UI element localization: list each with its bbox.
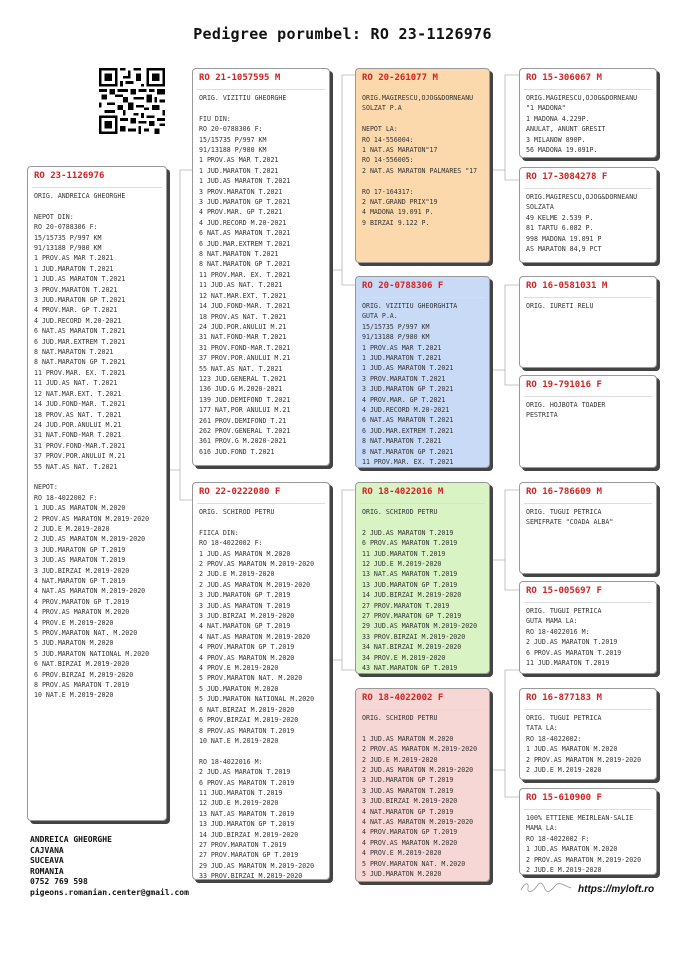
detail-line: GUTA MAMA LA: <box>526 617 578 626</box>
detail-line: TATA LA: <box>526 724 558 733</box>
detail-line: 37 PROV.POR.ANULUI M.21 <box>199 354 291 363</box>
card-details <box>362 93 483 228</box>
detail-line: ORIG. TUGUI PETRICA <box>526 714 602 722</box>
detail-line: 34 PROV.E M.2019-2020 <box>362 653 446 662</box>
detail-line: ORIG.MAGIRESCU,OJOG&DORNEANU <box>526 94 638 102</box>
detail-line: 2 JUD.AS MARATON M.2019-2020 <box>34 535 146 544</box>
detail-line: SEMIFRATE "COADA ALBA" <box>526 518 614 527</box>
detail-line: RO 18-4022002 F: <box>34 493 98 502</box>
detail-line: NEPOT LA: <box>362 125 398 134</box>
detail-line: NEPOT: <box>34 483 58 492</box>
detail-line: 2 JUD.E M.2019-2020 <box>34 524 110 533</box>
detail-line: ORIG. IURETI RELU <box>526 302 594 310</box>
detail-line: 1 JUD.AS MARATON M.2020 <box>362 734 454 743</box>
detail-line: 2 PROV.AS MARATON M.2019-2020 <box>526 755 642 764</box>
card-details <box>362 507 483 673</box>
dam-card <box>192 482 330 880</box>
dam-dam-dam-card <box>519 788 657 875</box>
detail-line: ANULAT, ANUNT GRESIT <box>526 125 606 134</box>
detail-line: 14 JUD.FOND-MAR. T.2021 <box>199 302 291 311</box>
detail-line: 33 PROV.BIRZAI M.2019-2020 <box>199 872 303 880</box>
sire-card <box>192 68 330 466</box>
detail-line: 91/13188 P/980 KM <box>34 244 102 253</box>
detail-line: 8 NAT.MARATON T.2021 <box>362 437 442 446</box>
dam-dam-card <box>355 688 490 882</box>
detail-line: 8 NAT.MARATON GP T.2021 <box>362 447 454 456</box>
detail-line: 2 NAT.AS MARATON PALMARES "17 <box>362 166 478 175</box>
detail-line: RO 18-4022002 F: <box>199 539 263 548</box>
ring-number: RO 23-1126976 <box>34 171 105 181</box>
detail-line: 8 PROV.AS MARATON T.2019 <box>34 681 130 690</box>
card-details <box>526 93 650 155</box>
detail-line: 15/15735 P/997 KM <box>199 135 267 144</box>
detail-line: 12 JUD.E M.2019-2020 <box>362 560 442 569</box>
owner-contact <box>30 835 189 899</box>
detail-line: ORIG.MAGIRESCU,OJOG&DORNEANU <box>526 193 638 201</box>
detail-line: 4 PROV.E M.2019-2020 <box>362 849 442 858</box>
detail-line: 4 PROV.MARATON GP T.2019 <box>362 828 458 837</box>
detail-line: 1 PROV.AS MAR T.2021 <box>199 156 279 165</box>
detail-line: RO 18-4022016 M: <box>199 757 263 766</box>
detail-line: 14 JUD.BIRZAI M.2019-2020 <box>199 830 299 839</box>
detail-line: 27 PROV.MARATON GP T.2019 <box>362 612 462 621</box>
detail-line: 18 PROV.AS NAT. T.2021 <box>34 410 122 419</box>
detail-line: 11 PROV.MAR. EX. T.2021 <box>362 458 454 467</box>
detail-line: 8 NAT.MARATON T.2021 <box>34 348 114 357</box>
detail-line: SOLZATA <box>526 203 554 212</box>
detail-line: 31 NAT.FOND-MAR T.2021 <box>34 431 122 440</box>
detail-line: 4 NAT.AS MARATON M.2019-2020 <box>199 632 311 641</box>
detail-line: 3 JUD.MARATON GP T.2019 <box>362 776 454 785</box>
detail-line: ORIG. SCHIROD PETRU <box>199 508 275 516</box>
ring-number: RO 15-610900 F <box>526 793 602 803</box>
detail-line: 56 MADONA 19.091P. <box>526 146 598 155</box>
detail-line <box>199 103 323 113</box>
detail-line: PESTRITA <box>526 411 558 420</box>
detail-line: 4 JUD.RECORD M.20-2021 <box>362 406 450 415</box>
sire-sire-dam-card <box>519 167 657 263</box>
detail-line: 361 PROV.G M.2020-2021 <box>199 437 287 446</box>
detail-line: 616 JUD.FOND T.2021 <box>199 447 275 456</box>
detail-line: 3 JUD.BIRZAI M.2019-2020 <box>362 797 458 806</box>
detail-line: 29 JUD.AS MARATON M.2019-2020 <box>362 622 478 631</box>
detail-line: 3 MILANOW 890P. <box>526 135 586 144</box>
detail-line: 3 PROV.MARATON T.2021 <box>362 374 446 383</box>
detail-line: 13 NAT.AS MARATON T.2019 <box>199 809 295 818</box>
detail-line: 27 PROV.MARATON GP T.2019 <box>199 851 299 860</box>
detail-line: 1 JUD.AS MARATON T.2021 <box>199 177 291 186</box>
detail-line: RO 14-556004: <box>362 135 414 144</box>
ring-number: RO 18-4022002 F <box>362 693 444 703</box>
detail-line: 4 PROV.MAR. GP T.2021 <box>362 395 446 404</box>
detail-line: 4 PROV.AS MARATON M.2020 <box>199 653 295 662</box>
detail-line: ORIG. TUGUI PETRICA <box>526 508 602 516</box>
detail-line: NEPOT DIN: <box>34 212 74 221</box>
detail-line: 3 JUD.MARATON GP T.2021 <box>34 296 126 305</box>
detail-line: 6 PROV.AS MARATON T.2019 <box>199 778 295 787</box>
detail-line: 12 NAT.MAR.EXT. T.2021 <box>34 389 122 398</box>
detail-line: 4 NAT.AS MARATON M.2019-2020 <box>362 818 474 827</box>
detail-line: 2 JUD.AS MARATON T.2019 <box>362 528 454 537</box>
detail-line: 2 JUD.E M.2019-2020 <box>526 866 602 875</box>
detail-line: 4 NAT.MARATON GP T.2019 <box>199 622 291 631</box>
detail-line: ORIG. SCHIROD PETRU <box>362 714 438 722</box>
detail-line <box>34 201 160 211</box>
detail-line: 3 JUD.MARATON GP T.2021 <box>199 198 291 207</box>
detail-line: ORIG. TUGUI PETRICA <box>526 607 602 615</box>
detail-line: 3 JUD.AS MARATON T.2019 <box>199 601 291 610</box>
card-details <box>526 400 650 421</box>
detail-line: 13 NAT.AS MARATON T.2019 <box>362 570 458 579</box>
detail-line: 2 PROV.AS MARATON M.2019-2020 <box>34 514 150 523</box>
detail-line: 4 PROV.AS MARATON M.2020 <box>362 838 458 847</box>
detail-line: 1 JUD.MARATON T.2021 <box>34 264 114 273</box>
detail-line: 15/15735 P/997 KM <box>362 322 430 331</box>
ring-number: RO 22-0222080 F <box>199 487 281 497</box>
detail-line: ORIG. VIZITIU GHEORGHITA <box>362 302 458 310</box>
detail-line: SOLZAT P.A <box>362 104 402 113</box>
sire-dam-card <box>355 276 490 468</box>
detail-line: 27 PROV.MARATON T.2019 <box>199 840 287 849</box>
detail-line: 24 JUD.POR.ANULUI M.21 <box>199 322 287 331</box>
detail-line: 6 PROV.AS MARATON T.2019 <box>362 539 458 548</box>
detail-line: ORIG.MAGIRESCU,OJOG&DORNEANU <box>362 94 474 102</box>
card-details <box>526 606 650 668</box>
sire-dam-sire-card <box>519 276 657 368</box>
detail-line: RO 14-556005: <box>362 156 414 165</box>
detail-line: ORIG. HOJBOTA TOADER <box>526 401 606 409</box>
detail-line: 55 NAT.AS NAT. T.2021 <box>199 364 283 373</box>
detail-line: 31 PROV.FOND-MAR.T.2021 <box>34 441 126 450</box>
detail-line: 6 NAT.AS MARATON T.2021 <box>362 416 454 425</box>
detail-line: "1 MADONA" <box>526 104 566 113</box>
detail-line: 11 PROV.MAR. EX. T.2021 <box>199 270 291 279</box>
card-details <box>526 813 650 875</box>
detail-line: 6 JUD.MAR.EXTREM T.2021 <box>34 337 126 346</box>
detail-line: 6 PROV.BIRZAI M.2019-2020 <box>34 670 134 679</box>
detail-line: 8 PROV.AS MARATON T.2019 <box>199 726 295 735</box>
owner-name: ANDREICA GHEORGHE <box>30 835 112 844</box>
detail-line: MAMA LA: <box>526 824 558 833</box>
dam-dam-sire-card <box>519 688 657 780</box>
detail-line: 5 JUD.MARATON NATIONAL M.2020 <box>34 649 150 658</box>
detail-line <box>199 746 323 756</box>
detail-line: 1 MADONA 4.229P. <box>526 114 590 123</box>
detail-line: 29 JUD.AS MARATON M.2019-2020 <box>199 861 315 870</box>
ring-number: RO 16-786609 M <box>526 487 602 497</box>
detail-line: 3 JUD.MARATON GP T.2019 <box>199 591 291 600</box>
card-details <box>526 192 650 254</box>
ring-number: RO 18-4022016 M <box>362 487 444 497</box>
detail-line <box>199 517 323 527</box>
detail-line: 1 JUD.AS MARATON M.2020 <box>199 549 291 558</box>
detail-line: 14 JUD.BIRZAI M.2019-2020 <box>362 591 462 600</box>
detail-line: 2 JUD.AS MARATON T.2019 <box>526 638 618 647</box>
detail-line: AS MARATON 84,9 PCT <box>526 245 602 254</box>
owner-email[interactable]: pigeons.romanian.center@gmail.com <box>30 887 189 897</box>
ring-number: RO 19-791016 F <box>526 380 602 390</box>
detail-line <box>362 176 483 186</box>
detail-line: 4 NAT.MARATON GP T.2019 <box>34 577 126 585</box>
detail-line <box>362 723 483 733</box>
detail-line: 2 PROV.AS MARATON M.2019-2020 <box>526 855 642 864</box>
detail-line: 11 JUD.AS NAT. T.2021 <box>199 281 283 290</box>
detail-line: 6 PROV.AS MARATON T.2019 <box>526 648 622 657</box>
detail-line: 2 JUD.E M.2019-2020 <box>362 755 438 764</box>
detail-line: 5 JUD.MARATON NATIONAL M.2020 <box>199 695 315 704</box>
detail-line: 43 NAT.MARATON GP T.2019 <box>362 664 458 673</box>
detail-line: 6 NAT.BIRZAI M.2019-2020 <box>34 660 130 669</box>
detail-line: 1 PROV.AS MAR T.2021 <box>362 343 442 352</box>
detail-line: 2 JUD.AS MARATON M.2019-2020 <box>362 766 474 775</box>
sire-dam-dam-card <box>519 375 657 468</box>
detail-line: 9 BIRZAI 9.122 P. <box>362 218 430 227</box>
card-details <box>362 713 483 879</box>
detail-line: RO 18-4022016 M: <box>526 627 590 636</box>
dam-sire-card <box>355 482 490 674</box>
detail-line: 5 PROV.MARATON NAT. M.2020 <box>199 674 303 683</box>
detail-line: 4 PROV.MARATON GP T.2019 <box>34 597 130 606</box>
detail-line: 5 JUD.MARATON M.2020 <box>199 684 279 693</box>
detail-line: 4 PROV.E M.2019-2020 <box>199 664 279 673</box>
detail-line: 4 PROV.MARATON GP T.2019 <box>199 643 295 652</box>
detail-line: 5 PROV.MARATON NAT. M.2020 <box>362 859 466 868</box>
detail-line: 11 JUD.AS NAT. T.2021 <box>34 379 118 388</box>
detail-line: 5 JUD.MARATON M.2020 <box>34 639 114 648</box>
detail-line: 4 PROV.E M.2019-2020 <box>34 618 114 627</box>
detail-line: 100% ETTIENE MEIRLEAN-SALIE <box>526 814 634 822</box>
detail-line: 1 JUD.AS MARATON T.2021 <box>34 275 126 284</box>
ring-number: RO 20-0788306 F <box>362 281 444 291</box>
detail-line: 998 MADONA 19.091 P <box>526 234 602 243</box>
detail-line: 4 NAT.AS MARATON M.2019-2020 <box>34 587 146 596</box>
detail-line: ORIG. ANDREICA GHEORGHE <box>34 192 126 200</box>
detail-line: RO 18-4022002: <box>526 734 582 743</box>
detail-line: 4 PROV.MAR. GP T.2021 <box>34 306 118 315</box>
detail-line: RO 18-4022002 F: <box>526 834 590 843</box>
detail-line: 3 JUD.AS MARATON T.2019 <box>34 556 126 565</box>
detail-line: 2 PROV.AS MARATON M.2019-2020 <box>362 745 478 754</box>
detail-line: 18 PROV.AS NAT. T.2021 <box>199 312 287 321</box>
page-title: Pedigree porumbel: RO 23-1126976 <box>193 25 492 43</box>
detail-line: 2 NAT.GRAND PRIX"19 <box>362 198 438 207</box>
detail-line: 81 TARTU 6.082 P. <box>526 224 594 233</box>
detail-line: 2 JUD.E M.2019-2020 <box>199 570 275 579</box>
detail-line: 3 JUD.AS MARATON T.2019 <box>362 786 454 795</box>
detail-line: 27 PROV.MARATON T.2019 <box>362 601 450 610</box>
ring-number: RO 20-261077 M <box>362 73 438 83</box>
detail-line: 12 JUD.E M.2019-2020 <box>199 799 279 808</box>
detail-line: 4 MADONA 19.091 P. <box>362 208 434 217</box>
detail-line <box>34 472 160 482</box>
detail-line: 33 PROV.BIRZAI M.2019-2020 <box>362 632 466 641</box>
detail-line: 24 JUD.POR.ANULUI M.21 <box>34 420 122 429</box>
owner-village: CAJVANA <box>30 845 64 855</box>
detail-line: 2 JUD.E M.2019-2020 <box>526 766 602 775</box>
detail-line: 4 PROV.MAR. GP T.2021 <box>199 208 283 217</box>
detail-line: 261 PROV.DEMIFOND T.21 <box>199 416 287 425</box>
card-details <box>362 301 483 468</box>
detail-line: 4 JUD.RECORD M.20-2021 <box>199 218 287 227</box>
detail-line: 6 PROV.BIRZAI M.2019-2020 <box>199 716 299 725</box>
detail-line: 1 JUD.AS MARATON T.2021 <box>362 364 454 373</box>
detail-line: 3 JUD.BIRZAI M.2019-2020 <box>199 612 295 621</box>
ring-number: RO 16-877183 M <box>526 693 602 703</box>
detail-line: 2 PROV.AS MARATON M.2019-2020 <box>199 560 315 569</box>
detail-line: GUTA P.A. <box>362 312 398 321</box>
detail-line: 1 NAT.AS MARATON"17 <box>362 146 438 155</box>
ring-number: RO 15-005697 F <box>526 586 602 596</box>
detail-line: 136 JUD.G M.2020-2021 <box>199 385 283 394</box>
detail-line: 1 JUD.AS MARATON M.2020 <box>34 504 126 513</box>
detail-line: 12 NAT.MAR.EXT. T.2021 <box>199 291 287 300</box>
detail-line: FIICA DIN: <box>199 528 239 537</box>
detail-line: 1 JUD.AS MARATON M.2020 <box>526 845 618 854</box>
detail-line: 4 PROV.AS MARATON M.2020 <box>34 608 130 617</box>
detail-line: 31 PROV.FOND-MAR.T.2021 <box>199 343 291 352</box>
detail-line: 177 NAT.POR ANULUI M.21 <box>199 406 291 415</box>
signature-icon <box>519 880 573 894</box>
detail-line: 262 PROV.GENERAL T.2021 <box>199 426 291 435</box>
detail-line: 8 NAT.MARATON GP T.2021 <box>34 358 126 367</box>
ring-number: RO 21-1057595 M <box>199 73 281 83</box>
detail-line: 11 JUD.MARATON T.2019 <box>526 659 610 668</box>
card-details <box>526 507 650 528</box>
dam-sire-sire-card <box>519 482 657 574</box>
detail-line: 5 JUD.MARATON M.2020 <box>362 870 442 879</box>
detail-line: FIU DIN: <box>199 114 231 123</box>
detail-line: 10 NAT.E M.2019-2020 <box>199 736 279 745</box>
detail-line: 10 NAT.E M.2019-2020 <box>34 691 114 700</box>
detail-line: 1 JUD.MARATON T.2021 <box>362 354 442 363</box>
detail-line: 6 JUD.MAR.EXTREM T.2021 <box>362 426 454 435</box>
detail-line: 13 JUD.MARATON GP T.2019 <box>362 580 458 589</box>
detail-line: 11 PROV.MAR. EX. T.2021 <box>34 368 126 377</box>
detail-line: 34 NAT.BIRZAI M.2019-2020 <box>362 643 462 652</box>
detail-line: ORIG. SCHIROD PETRU <box>362 508 438 516</box>
sire-sire-card <box>355 68 490 263</box>
detail-line: 4 NAT.MARATON GP T.2019 <box>362 807 454 816</box>
detail-line: 49 KELME 2.539 P. <box>526 213 594 222</box>
detail-line <box>362 114 483 124</box>
detail-line: 8 NAT.MARATON GP T.2021 <box>199 260 291 269</box>
ring-number: RO 16-0581031 M <box>526 281 608 291</box>
detail-line: 1 JUD.MARATON T.2021 <box>199 166 279 175</box>
detail-line: 13 JUD.MARATON GP T.2019 <box>199 820 295 829</box>
owner-phone: 0752 769 598 <box>30 877 88 887</box>
detail-line: 11 JUD.MARATON T.2019 <box>362 549 446 558</box>
detail-line <box>362 517 483 527</box>
website-link[interactable]: https://myloft.ro <box>578 884 655 895</box>
detail-line: RO 20-0788306 F: <box>199 125 263 134</box>
owner-county: SUCEAVA <box>30 856 64 866</box>
detail-line: 31 NAT.FOND-MAR T.2021 <box>199 333 287 342</box>
detail-line: 55 NAT.AS NAT. T.2021 <box>34 462 118 471</box>
dam-sire-dam-card <box>519 581 657 674</box>
detail-line: 91/13188 P/980 KM <box>199 146 267 155</box>
detail-line: ORIG. VIZITIU GHEORGHE <box>199 94 287 102</box>
detail-line: 8 NAT.MARATON T.2021 <box>199 250 279 259</box>
sire-sire-sire-card <box>519 68 657 158</box>
detail-line: RO 20-0788306 F: <box>34 223 98 232</box>
owner-country: ROMANIA <box>30 866 64 876</box>
card-details <box>526 713 650 775</box>
detail-line: 2 JUD.AS MARATON M.2019-2020 <box>199 580 311 589</box>
ring-number: RO 17-3084278 F <box>526 172 608 182</box>
detail-line: 6 NAT.BIRZAI M.2019-2020 <box>199 705 295 714</box>
main-pigeon-card <box>27 166 167 821</box>
detail-line: 3 JUD.BIRZAI M.2019-2020 <box>34 566 130 575</box>
detail-line: 15/15735 P/997 KM <box>34 233 102 242</box>
detail-line: 3 PROV.MARATON T.2021 <box>34 285 118 294</box>
ring-number: RO 15-306067 M <box>526 73 602 83</box>
detail-line: 3 PROV.MARATON T.2021 <box>199 187 283 196</box>
detail-line: 4 JUD.RECORD M.20-2021 <box>34 316 122 325</box>
detail-line: RO 17-164317: <box>362 187 414 196</box>
card-details <box>34 191 160 701</box>
detail-line: 2 JUD.AS MARATON T.2019 <box>199 768 291 777</box>
detail-line: 1 PROV.AS MAR T.2021 <box>34 254 114 263</box>
card-details <box>199 507 323 880</box>
detail-line: 3 JUD.MARATON GP T.2019 <box>34 545 126 554</box>
detail-line: 6 NAT.AS MARATON T.2021 <box>199 229 291 238</box>
card-details <box>526 301 650 311</box>
detail-line: 139 JUD.DEMIFOND T.2021 <box>199 395 291 404</box>
card-details <box>199 93 323 457</box>
detail-line: 123 JUD.GENERAL T.2021 <box>199 374 287 383</box>
detail-line: 11 JUD.MARATON T.2019 <box>199 788 283 797</box>
detail-line: 91/13188 P/980 KM <box>362 333 430 342</box>
detail-line: 37 PROV.POR.ANULUI M.21 <box>34 452 126 461</box>
detail-line: 14 JUD.FOND-MAR. T.2021 <box>34 400 126 409</box>
detail-line: 3 JUD.MARATON GP T.2021 <box>362 385 454 394</box>
detail-line: 6 JUD.MAR.EXTREM T.2021 <box>199 239 291 248</box>
detail-line: 5 PROV.MARATON NAT. M.2020 <box>34 629 138 638</box>
detail-line: 6 NAT.AS MARATON T.2021 <box>34 327 126 336</box>
detail-line: 1 JUD.AS MARATON M.2020 <box>526 745 618 754</box>
